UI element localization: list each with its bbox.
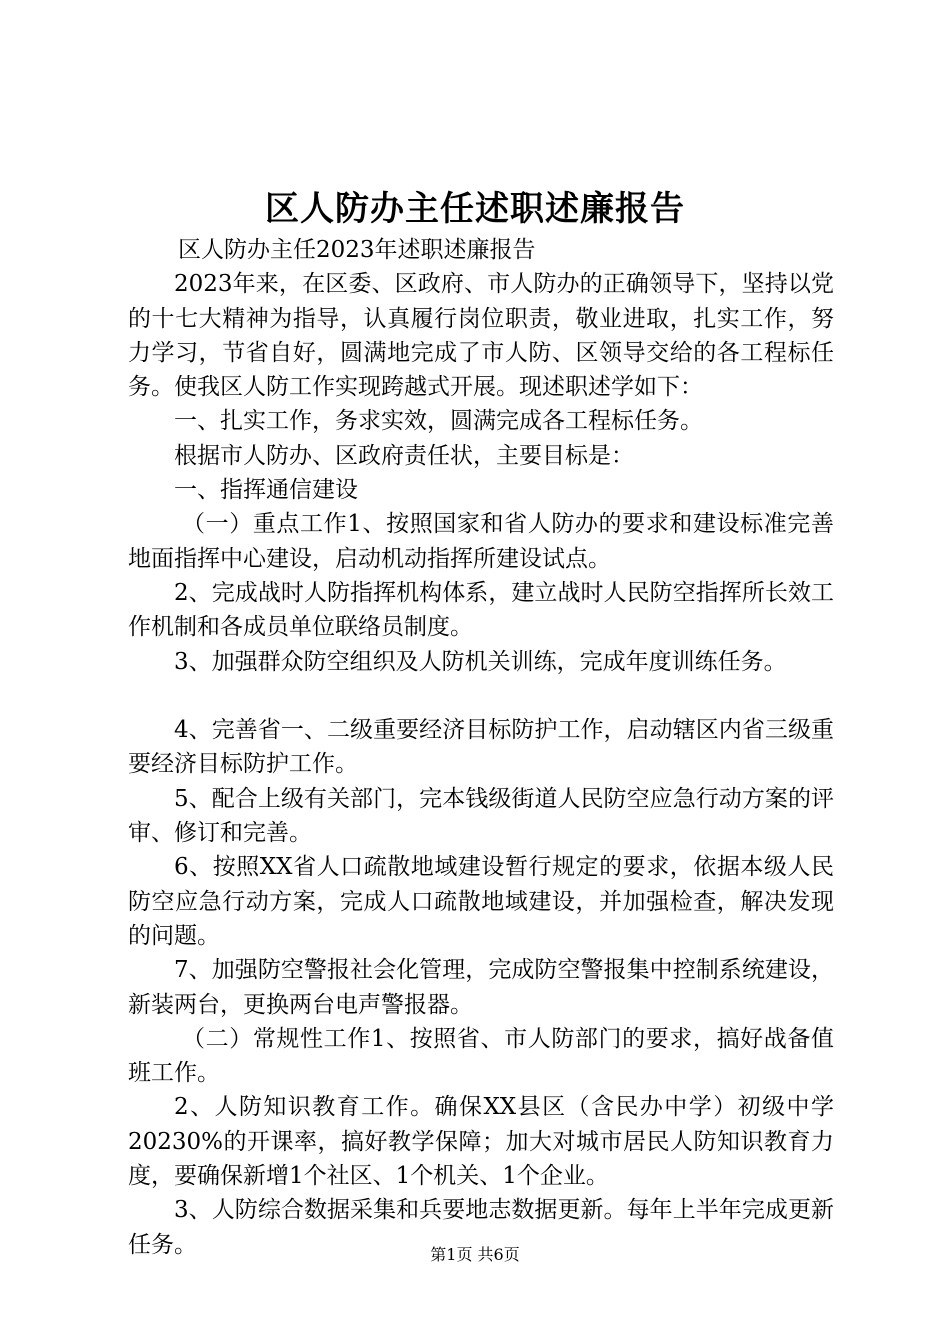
page-number: 第1页 共6页 bbox=[430, 1245, 520, 1264]
list-item: （一）重点工作1、按照国家和省人防办的要求和建设标准完善地面指挥中心建设，启动机动指挥所建设试点。 bbox=[128, 511, 834, 572]
paragraph: 根据市人防办、区政府责任状，主要目标是： bbox=[174, 442, 634, 469]
list-item: 2、人防知识教育工作。确保XX县区（含民办中学）初级中学20230%的开课率，搞好教学保障；加大对城市居民人防知识教育力度，要确保新增1个社区、1个机关、1个企业。 bbox=[128, 1094, 834, 1190]
intro-paragraph: 2023年来，在区委、区政府、市人防办的正确领导下，坚持以党的十七大精神为指导，认真履行岗位职责，敬业进取，扎实工作，努力学习，节省自好，圆满地完成了市人防、区领导交给的各工程标任务。使我区人防工作实现跨越式开展。现述职述学如下： bbox=[128, 271, 834, 401]
list-item: 3、人防综合数据采集和兵要地志数据更新。每年上半年完成更新任务。 bbox=[128, 1197, 834, 1258]
list-item: 2、完成战时人防指挥机构体系，建立战时人民防空指挥所长效工作机制和各成员单位联络员制度。 bbox=[128, 579, 834, 641]
list-item: 4、完善省一、二级重要经济目标防护工作，启动辖区内省三级重要经济目标防护工作。 bbox=[128, 717, 834, 778]
document-body bbox=[128, 233, 834, 1262]
section-heading: 一、指挥通信建设 bbox=[174, 477, 358, 504]
list-item: 7、加强防空警报社会化管理，完成防空警报集中控制系统建设，新装两台，更换两台电声警报器。 bbox=[128, 957, 834, 1018]
document-title: 区人防办主任述职述廉报告 bbox=[265, 189, 685, 229]
list-item: 6、按照XX省人口疏散地域建设暂行规定的要求，依据本级人民防空应急行动方案，完成人口疏散地域建设，并加强检查，解决发现的问题。 bbox=[128, 854, 834, 949]
list-item: 3、加强群众防空组织及人防机关训练，完成年度训练任务。 bbox=[174, 648, 787, 675]
list-item: （二）常规性工作1、按照省、市人防部门的要求，搞好战备值班工作。 bbox=[128, 1025, 834, 1087]
report-subtitle: 区人防办主任2023年述职述廉报告 bbox=[178, 237, 536, 263]
section-heading: 一、扎实工作，务求实效，圆满完成各工程标任务。 bbox=[174, 408, 703, 435]
blank-line bbox=[128, 679, 834, 713]
list-item: 5、配合上级有关部门，完本钱级街道人民防空应急行动方案的评审、修订和完善。 bbox=[128, 785, 834, 847]
